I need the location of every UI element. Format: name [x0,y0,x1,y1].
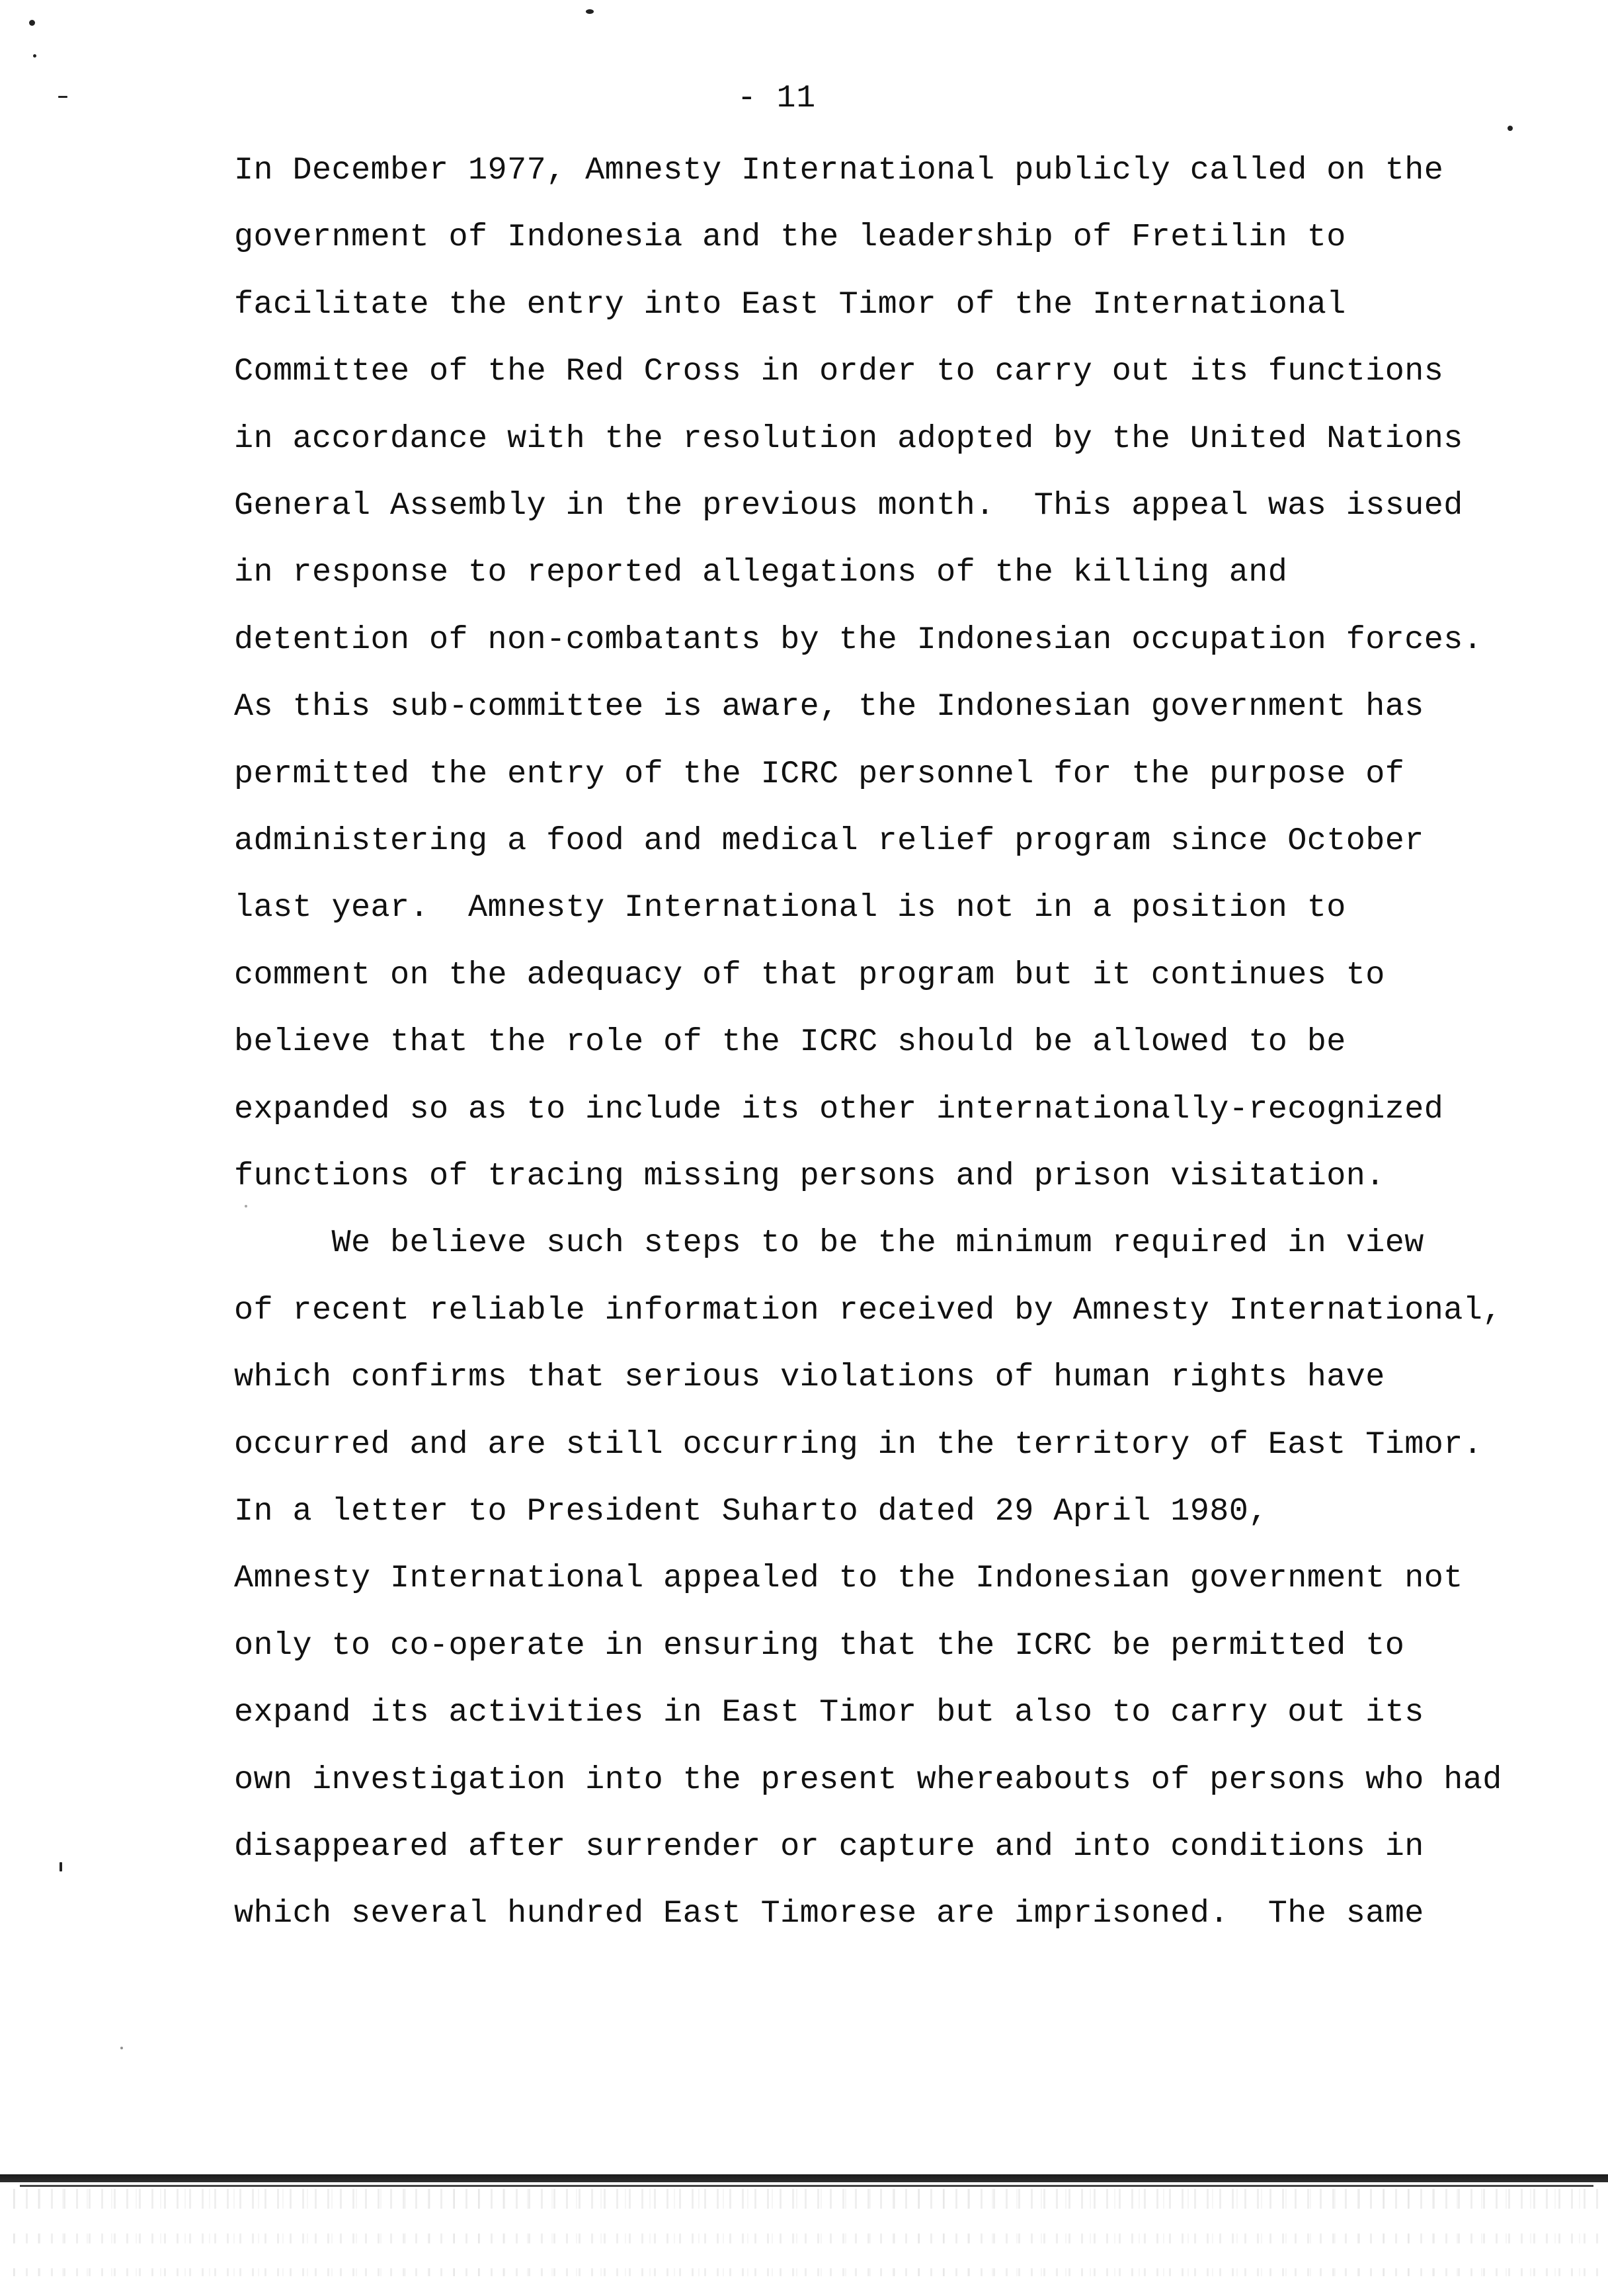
scan-speck [60,1862,62,1871]
text-line: which confirms that serious violations of human rights have [234,1359,1385,1395]
text-line: Committee of the Red Cross in order to carry out its functions [234,353,1444,390]
page-number: - 11 [737,81,817,116]
text-line: We believe such steps to be the minimum required in view [234,1225,1424,1261]
text-line: last year. Amnesty International is not in a position to [234,889,1346,926]
scan-speck [58,96,67,98]
text-line: General Assembly in the previous month. This appeal was issued [234,487,1463,524]
text-line: facilitate the entry into East Timor of the International [234,286,1346,323]
text-line: administering a food and medical relief program since October [234,823,1424,859]
text-line: permitted the entry of the ICRC personnel for the purpose of [234,756,1405,792]
text-line: government of Indonesia and the leadership of Fretilin to [234,219,1346,255]
text-line: which several hundred East Timorese are imprisoned. The same [234,1895,1424,1932]
text-line: functions of tracing missing persons and prison visitation. [234,1158,1385,1194]
text-line: comment on the adequacy of that program but it continues to [234,957,1385,993]
scan-noise [13,2189,1600,2288]
text-line: In December 1977, Amnesty International publicly called on the [234,152,1444,188]
scan-speck [245,1205,247,1208]
text-line: only to co-operate in ensuring that the ICRC be permitted to [234,1627,1405,1664]
text-line: believe that the role of the ICRC should be allowed to be [234,1024,1346,1060]
scan-speck [586,9,594,14]
scan-speck [1508,126,1513,131]
text-line: in response to reported allegations of the killing and [234,554,1288,591]
bottom-rule [0,2174,1608,2182]
text-line: detention of non-combatants by the Indonesian occupation forces. [234,622,1483,658]
scan-speck [33,54,36,58]
text-line: As this sub-committee is aware, the Indonesian government has [234,688,1424,725]
text-line: In a letter to President Suharto dated 29 April 1980, [234,1493,1268,1530]
scan-speck [29,20,35,26]
text-line: own investigation into the present whereabouts of persons who had [234,1762,1502,1798]
text-line: of recent reliable information received by Amnesty International, [234,1292,1502,1329]
text-line: Amnesty International appealed to the Indonesian government not [234,1560,1463,1596]
bottom-rule-shadow [20,2185,1593,2187]
text-line: expand its activities in East Timor but also to carry out its [234,1694,1424,1731]
scan-speck [120,2047,123,2049]
text-line: in accordance with the resolution adopted by the United Nations [234,421,1463,457]
text-line: occurred and are still occurring in the territory of East Timor. [234,1426,1483,1463]
text-line: expanded so as to include its other internationally-recognized [234,1091,1444,1128]
text-line: disappeared after surrender or capture and into conditions in [234,1828,1424,1865]
